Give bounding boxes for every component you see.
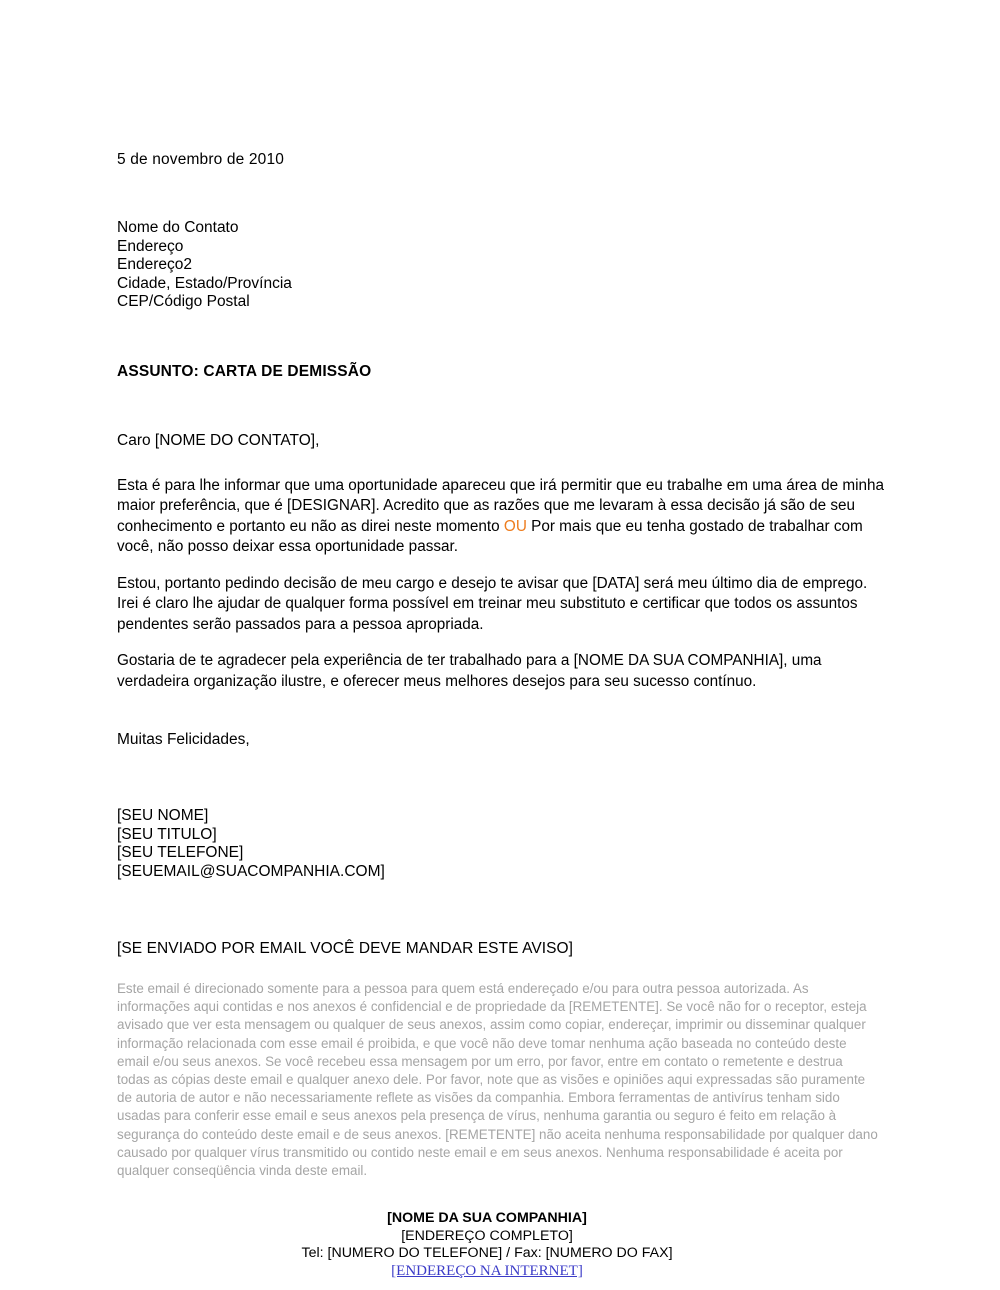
spacer-after-address bbox=[117, 312, 885, 362]
address-line-2: Endereço2 bbox=[117, 256, 192, 273]
address-line-city-state: Cidade, Estado/Província bbox=[117, 274, 292, 292]
body-paragraph-1 bbox=[117, 476, 885, 558]
spacer-after-date bbox=[117, 169, 885, 219]
footer-website-link[interactable]: [ENDEREÇO NA INTERNET] bbox=[391, 1262, 583, 1279]
spacer-between-para-1-2 bbox=[117, 558, 885, 574]
paragraph-1-text-before: Esta é para lhe informar que uma oportunidade apareceu que irá permitir que eu trabalhe em uma área de minha maior preferência, que é [DESIGNAR]. Acredito que as razões que me levaram à essa decisão já são de seu conhecimento e portanto eu não as direi neste momento bbox=[117, 476, 885, 535]
footer-address: [ENDEREÇO COMPLETO] bbox=[401, 1227, 573, 1244]
footer-phone-fax: Tel: [NUMERO DO TELEFONE] / Fax: [NUMERO DO FAX] bbox=[301, 1245, 673, 1262]
letter-footer bbox=[117, 1210, 857, 1280]
legal-disclaimer-text: Este email é direcionado somente para a pessoa para quem está endereçado e/ou para outra pessoa autorizada. As informações aqui contidas e nos anexos é confidencial e de propriedade da [REMETENTE]. Se você não for o receptor, esteja avisado que ver esta mensagem ou qualquer de seus anexos, assim como copiar, endereçar, imprimir ou disseminar qualquer informação relacionada com esse email é proibida, e que você não deve tomar nenhuma ação baseada no conteúdo deste email e/ou seus anexos. Se você recebeu essa mensagem por um erro, por favor, entre em contato o remetente e destrua todas as cópias deste email e qualquer anexo dele. Por favor, note que as visões e opiniões aqui expressadas são puramente de autoria de autor e não necessariamente reflete as visões da companhia. Embora ferramentas de antivírus tenham sido usadas para conferir esse email e seus anexos pela presença de vírus, nenhuma garantia ou seguro é feito em relação à segurança do conteúdo deste email e de seus anexos. [REMETENTE] não aceita nenhuma responsabilidade por qualquer dano causado por qualquer vírus transmitido ou contido neste email e em seus anexos. Nenhuma responsabilidade é aceita por qualquer conseqüência vinda deste email. bbox=[117, 981, 878, 1179]
signature-phone: [SEU TELEFONE] bbox=[117, 844, 244, 861]
footer-company-name: [NOME DA SUA COMPANHIA] bbox=[387, 1210, 587, 1227]
letter-date: 5 de novembro de 2010 bbox=[117, 151, 284, 168]
letter-content bbox=[117, 150, 885, 1280]
spacer-between-para-2-3 bbox=[117, 635, 885, 651]
spacer-before-signature bbox=[117, 749, 885, 807]
email-notice-line: [SE ENVIADO POR EMAIL VOCÊ DEVE MANDAR ESTE AVISO] bbox=[117, 940, 574, 957]
signature-name: [SEU NOME] bbox=[117, 807, 209, 824]
spacer-before-disclaimer bbox=[117, 958, 885, 980]
spacer-before-closing bbox=[117, 692, 885, 730]
closing-line: Muitas Felicidades, bbox=[117, 731, 250, 748]
spacer-after-subject bbox=[117, 381, 885, 431]
recipient-address-block bbox=[117, 219, 885, 312]
signature-email: [SEUEMAIL@SUACOMPANHIA.COM] bbox=[117, 862, 385, 880]
body-paragraph-3: Gostaria de te agradecer pela experiência de ter trabalhado para a [NOME DA SUA COMPANHIA], uma verdadeira organização ilustre, e oferecer meus melhores desejos para seu sucesso contínuo. bbox=[117, 652, 822, 690]
address-line-name: Nome do Contato bbox=[117, 219, 239, 236]
subject-line: ASSUNTO: CARTA DE DEMISSÃO bbox=[117, 362, 372, 380]
signature-block bbox=[117, 807, 885, 881]
body-paragraph-2: Estou, portanto pedindo decisão de meu cargo e desejo te avisar que [DATA] será meu último dia de emprego. Irei é claro lhe ajudar de qualquer forma possível em treinar meu substituto e certificar que todos os assuntos pendentes serão passados para a pessoa apropriada. bbox=[117, 574, 868, 633]
spacer-before-notice bbox=[117, 881, 885, 939]
signature-title: [SEU TITULO] bbox=[117, 825, 217, 843]
greeting-line: Caro [NOME DO CONTATO], bbox=[117, 431, 320, 449]
paragraph-1-text-after: Por mais que eu tenha gostado de trabalhar com você, não posso deixar essa oportunidade passar. bbox=[117, 517, 863, 555]
address-line-1: Endereço bbox=[117, 237, 184, 255]
spacer-after-greeting bbox=[117, 450, 885, 476]
paragraph-1-highlight-ou: OU bbox=[503, 517, 527, 535]
address-line-postal-code: CEP/Código Postal bbox=[117, 293, 250, 310]
